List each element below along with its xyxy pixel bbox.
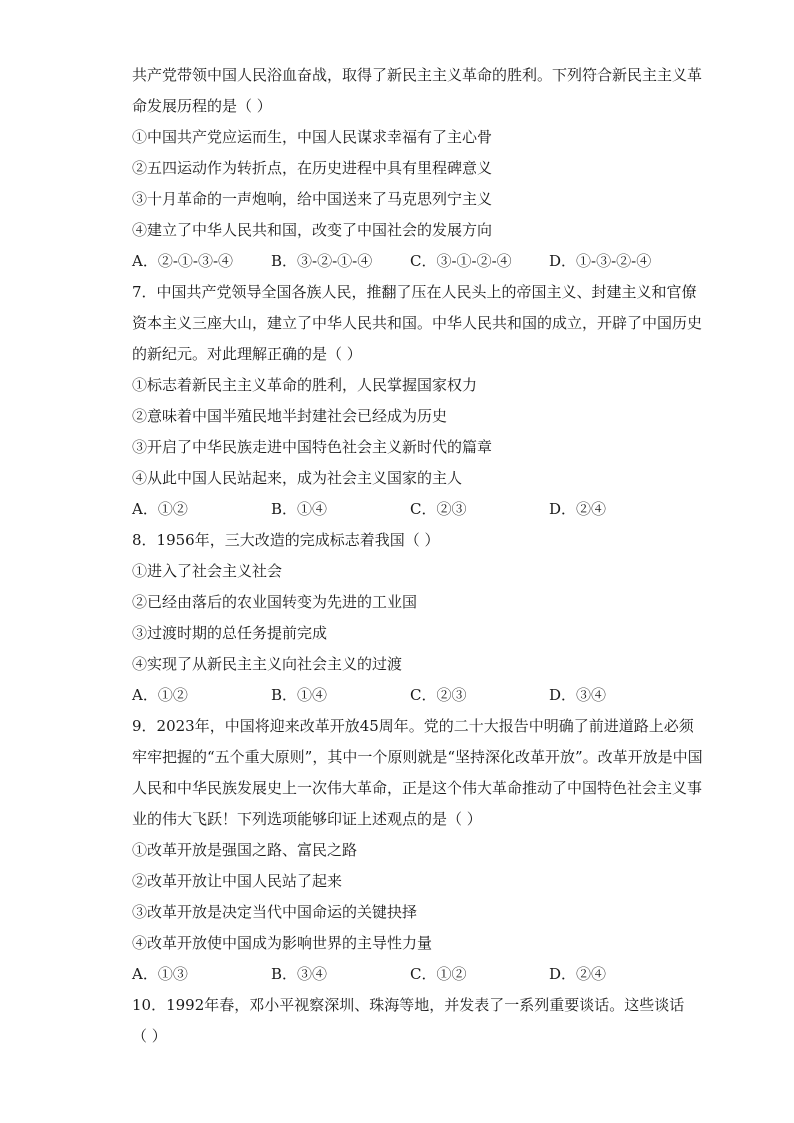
answer-options <box>132 680 672 711</box>
question-9 <box>132 711 703 990</box>
statement-item: ②已经由落后的农业国转变为先进的工业国 <box>132 593 418 611</box>
answer-options <box>132 494 672 525</box>
question-stem-line: （ ） <box>132 1027 167 1045</box>
option-c: C．③-①-②-④ <box>410 252 512 270</box>
option-c: C．①② <box>410 965 467 983</box>
option-d: D．②④ <box>549 500 607 518</box>
statement-item: ②五四运动作为转折点，在历史进程中具有里程碑意义 <box>132 159 493 177</box>
question-stem-line: 8．1956年，三大改造的完成标志着我国（ ） <box>132 531 440 549</box>
statement-item: ③改革开放是决定当代中国命运的关键抉择 <box>132 903 418 921</box>
option-d: D．③④ <box>549 686 607 704</box>
answer-options <box>132 959 672 990</box>
option-c: C．②③ <box>410 500 467 518</box>
question-stem-line: 的新纪元。对此理解正确的是（ ） <box>132 345 362 363</box>
question-7 <box>132 277 703 525</box>
answer-options <box>132 246 672 277</box>
question-6 <box>132 60 703 277</box>
option-a: A．②-①-③-④ <box>132 252 234 270</box>
statement-item: ③开启了中华民族走进中国特色社会主义新时代的篇章 <box>132 438 493 456</box>
question-stem-line: 人民和中华民族发展史上一次伟大革命，正是这个伟大革命推动了中国特色社会主义事 <box>132 779 703 797</box>
statement-item: ③十月革命的一声炮响，给中国送来了马克思列宁主义 <box>132 190 493 208</box>
exam-page <box>132 60 703 1052</box>
question-8 <box>132 525 672 711</box>
option-b: B．①④ <box>271 686 328 704</box>
statement-item: ①进入了社会主义社会 <box>132 562 283 580</box>
question-stem-line: 命发展历程的是（ ） <box>132 97 272 115</box>
option-b: B．①④ <box>271 500 328 518</box>
statement-item: ①标志着新民主主义革命的胜利，人民掌握国家权力 <box>132 376 478 394</box>
option-a: A．①② <box>132 686 188 704</box>
option-d: D．①-③-②-④ <box>549 252 652 270</box>
option-d: D．②④ <box>549 965 607 983</box>
option-b: B．③④ <box>271 965 328 983</box>
question-stem-line: 10．1992年春，邓小平视察深圳、珠海等地，并发表了一系列重要谈话。这些谈话 <box>132 996 685 1014</box>
question-stem-line: 9．2023年，中国将迎来改革开放45周年。党的二十大报告中明确了前进道路上必须 <box>132 717 694 735</box>
statement-item: ③过渡时期的总任务提前完成 <box>132 624 328 642</box>
question-stem-line: 资本主义三座大山，建立了中华人民共和国。中华人民共和国的成立，开辟了中国历史 <box>132 314 703 332</box>
statement-item: ①改革开放是强国之路、富民之路 <box>132 841 358 859</box>
statement-item: ①中国共产党应运而生，中国人民谋求幸福有了主心骨 <box>132 128 493 146</box>
option-c: C．②③ <box>410 686 467 704</box>
statement-item: ②改革开放让中国人民站了起来 <box>132 872 343 890</box>
option-a: A．①② <box>132 500 188 518</box>
statement-item: ②意味着中国半殖民地半封建社会已经成为历史 <box>132 407 448 425</box>
statement-item: ④实现了从新民主主义向社会主义的过渡 <box>132 655 403 673</box>
question-stem-line: 牢牢把握的“五个重大原则”，其中一个原则就是“坚持深化改革开放”。改革开放是中国 <box>132 748 703 766</box>
option-b: B．③-②-①-④ <box>271 252 373 270</box>
question-10 <box>132 990 685 1052</box>
statement-item: ④建立了中华人民共和国，改变了中国社会的发展方向 <box>132 221 493 239</box>
option-a: A．①③ <box>132 965 188 983</box>
question-stem-line: 共产党带领中国人民浴血奋战，取得了新民主主义革命的胜利。下列符合新民主主义革 <box>132 66 703 84</box>
statement-item: ④从此中国人民站起来，成为社会主义国家的主人 <box>132 469 463 487</box>
question-stem-line: 7．中国共产党领导全国各族人民，推翻了压在人民头上的帝国主义、封建主义和官僚 <box>132 283 697 301</box>
question-stem-line: 业的伟大飞跃！下列选项能够印证上述观点的是（ ） <box>132 810 482 828</box>
statement-item: ④改革开放使中国成为影响世界的主导性力量 <box>132 934 433 952</box>
